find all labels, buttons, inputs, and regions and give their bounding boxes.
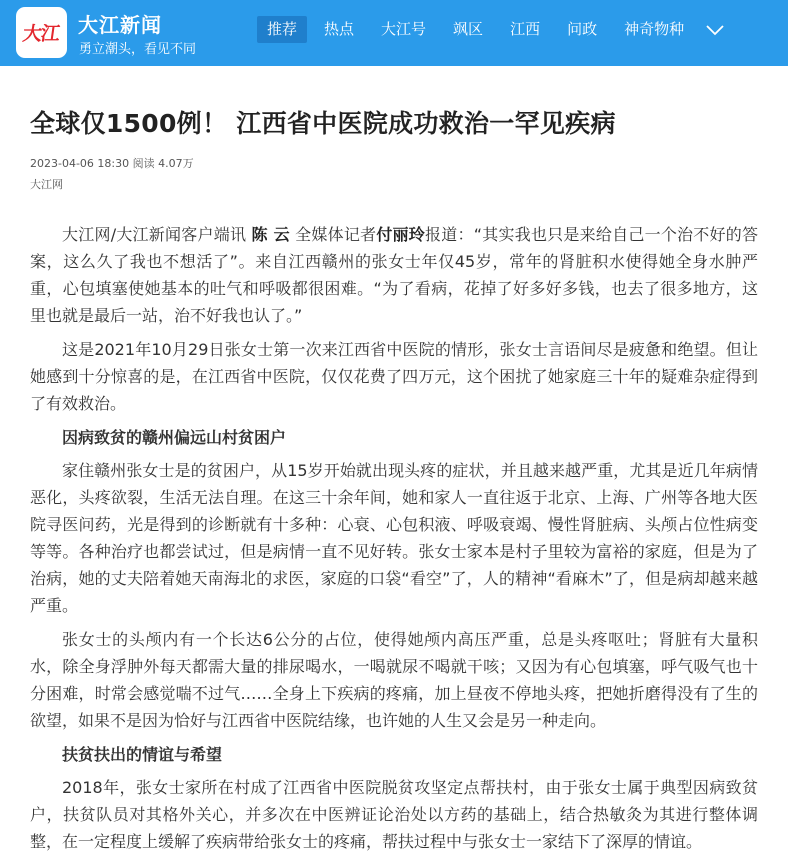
logo-text: 大江 (21, 23, 61, 45)
article-title: 全球仅1500例！ 江西省中医院成功救治一罕见疾病 (30, 109, 616, 138)
reporter-name: 陈 云 (251, 225, 290, 244)
nav-item-dajianghao[interactable]: 大江号 (381, 20, 427, 38)
nav-item-hot[interactable]: 热点 (324, 20, 355, 38)
article-body (30, 221, 758, 855)
article (0, 104, 788, 855)
paragraph: 2018年，张女士家所在村成了江西省中医院脱贫攻坚定点帮扶村，由于张女士属于典型因病致贫户，扶贫队员对其格外关心，并多次在中医辨证论治处以方药的基础上，结合热敏灸为其进行整体调整，在一定程度上缓解了疾病带给张女士的疼痛，帮扶过程中与张女士一家结下了深厚的情谊。 (30, 778, 758, 851)
paragraph: 张女士的头颅内有一个长达6公分的占位，使得她颅内高压严重，总是头疼呕吐；肾脏有大量积水，除全身浮肿外每天都需大量的排尿喝水，一喝就尿不喝就干咳；又因为有心包填塞，呼气吸气也十分困难，时常会感觉喘不过气……全身上下疾病的疼痛，加上昼夜不停地头疼，把她折磨得没有了生的欲望，如果不是因为恰好与江西省中医院结缘，也许她的人生又会是另一种走向。 (30, 630, 758, 730)
chevron-down-icon[interactable] (705, 16, 725, 43)
nav-item-wenzheng[interactable]: 问政 (567, 20, 598, 38)
nav-item-species[interactable]: 神奇物种 (624, 20, 685, 38)
article-source: 大江网 (30, 178, 63, 191)
publish-datetime: 2023-04-06 18:30 (30, 157, 130, 170)
section-heading: 因病致贫的赣州偏远山村贫困户 (62, 428, 287, 447)
nav-item-saqu[interactable]: 飒区 (453, 20, 484, 38)
paragraph: 大江网/大江新闻客户端讯 陈 云 全媒体记者付丽玲报道：“其实我也只是来给自己一个治不好的答案，这么久了我也不想活了”。来自江西赣州的张女士年仅45岁，常年的肾脏积水使得她全身水肿严重，心包填塞使她基本的吐气和呼吸都很困难。“为了看病，花掉了好多好多钱，也去了很多地方，这里也就是最后一站，治不好我也认了。” (30, 225, 758, 325)
brand-name[interactable]: 大江新闻 (78, 13, 162, 37)
site-header (0, 0, 788, 66)
paragraph: 家住赣州张女士是的贫困户，从15岁开始就出现头疼的症状，并且越来越严重，尤其是近几年病情恶化，头疼欲裂，生活无法自理。在这三十余年间，她和家人一直往返于北京、上海、广州等各地大医院寻医问药，光是得到的诊断就有十多种：心衰、心包积液、呼吸衰竭、慢性肾脏病、头颅占位性病变等等。各种治疗也都尝试过，但是病情一直不见好转。张女士家本是村子里较为富裕的家庭，但是为了治病，她的丈夫陪着她天南海北的求医，家庭的口袋“看空”了，人的精神“看麻木”了，但是病却越来越严重。 (30, 461, 758, 615)
paragraph: 这是2021年10月29日张女士第一次来江西省中医院的情形，张女士言语间尽是疲惫和绝望。但让她感到十分惊喜的是，在江西省中医院，仅仅花费了四万元，这个困扰了她家庭三十年的疑难杂症得到了有效救治。 (30, 340, 758, 413)
site-logo[interactable] (16, 7, 67, 58)
nav-item-jiangxi[interactable]: 江西 (510, 20, 541, 38)
section-heading: 扶贫扶出的情谊与希望 (62, 745, 223, 764)
article-meta (30, 155, 758, 171)
read-count: 阅读 4.07万 (132, 157, 194, 170)
top-nav (257, 16, 725, 43)
nav-item-recommend[interactable]: 推荐 (257, 16, 307, 43)
reporter-name: 付丽玲 (376, 225, 426, 244)
brand-slogan: 勇立潮头，看见不同 (79, 42, 197, 57)
